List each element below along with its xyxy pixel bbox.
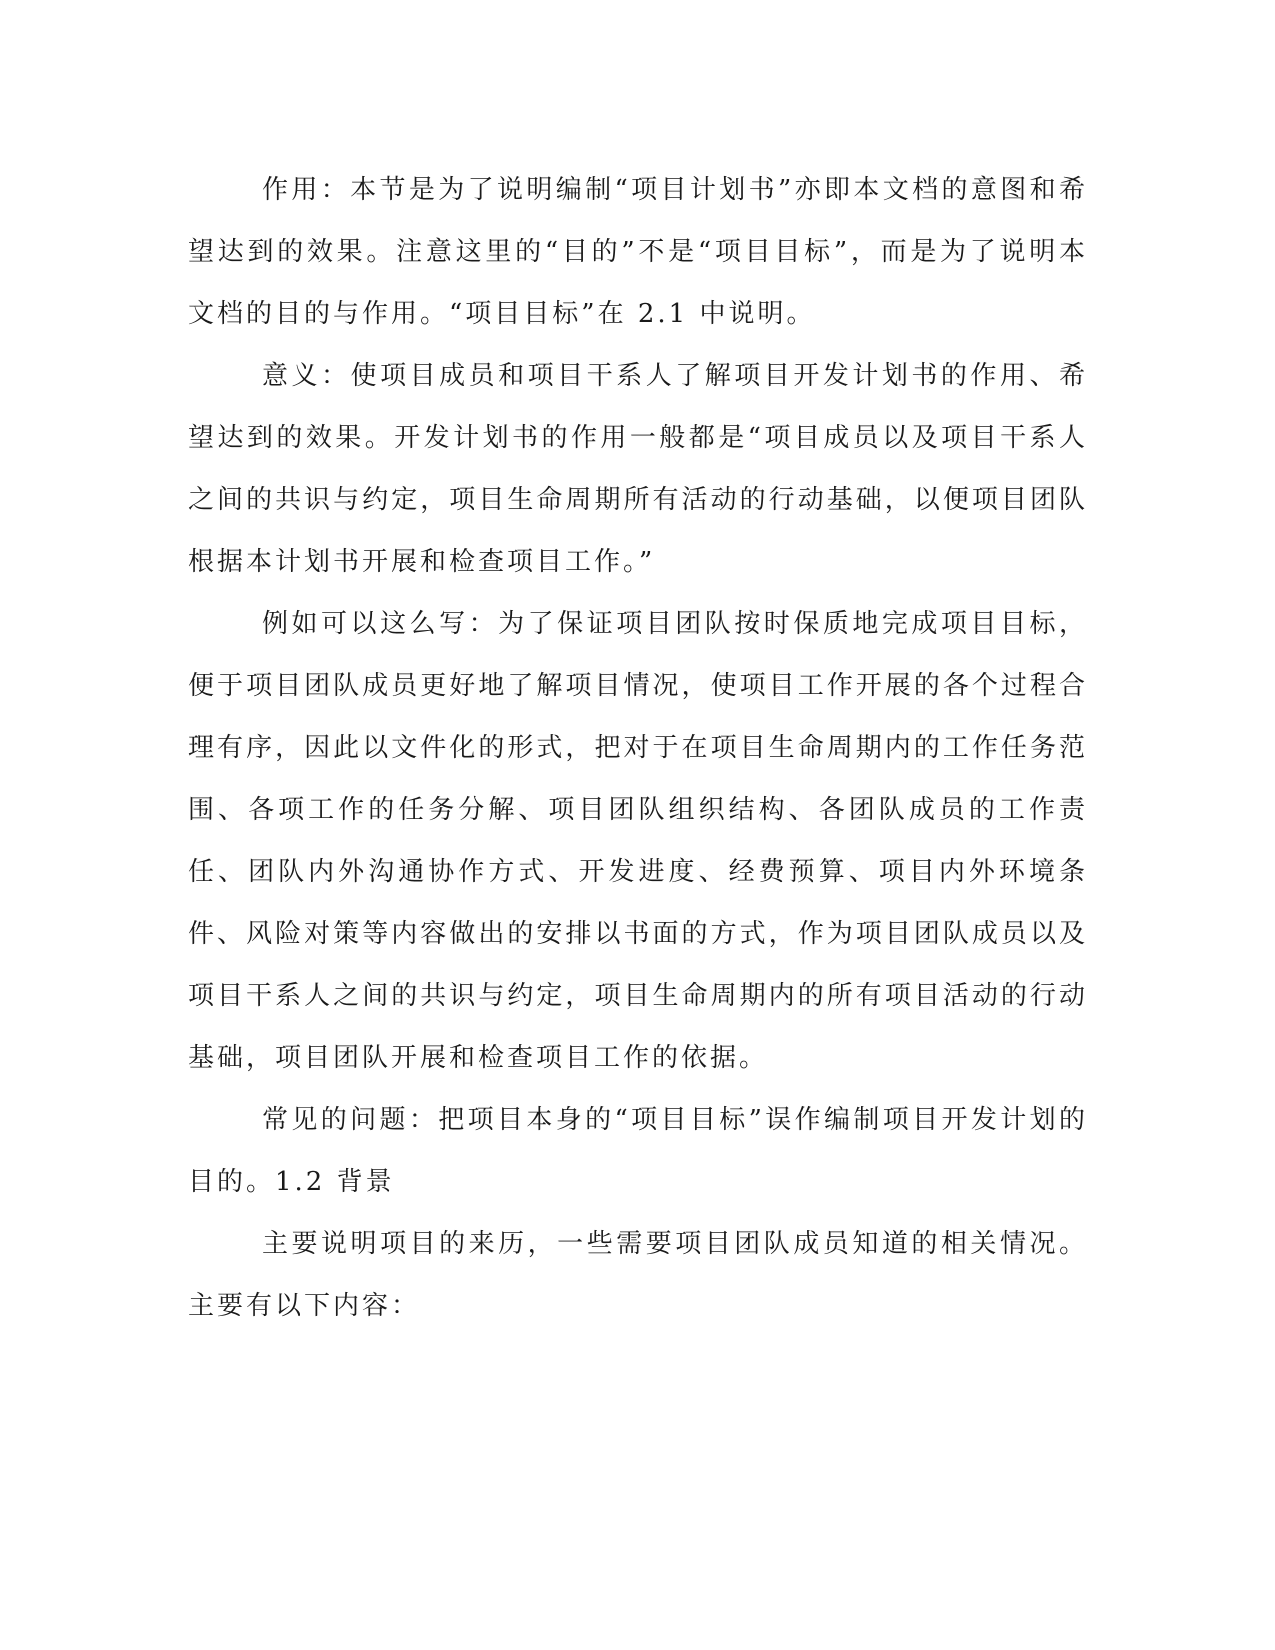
paragraph-purpose: 作用：本节是为了说明编制“项目计划书”亦即本文档的意图和希望达到的效果。注意这里的“目的”不是“项目目标”，而是为了说明本文档的目的与作用。“项目目标”在 2.1 中说明。 [188, 175, 1088, 329]
document-body [188, 159, 1088, 1337]
paragraph-common-problem: 常见的问题：把项目本身的“项目目标”误作编制项目开发计划的目的。1.2 背景 [188, 1105, 1088, 1197]
paragraph-example: 例如可以这么写：为了保证项目团队按时保质地完成项目目标，便于项目团队成员更好地了解项目情况，使项目工作开展的各个过程合理有序，因此以文件化的形式，把对于在项目生命周期内的工作任务范围、各项工作的任务分解、项目团队组织结构、各团队成员的工作责任、团队内外沟通协作方式、开发进度、经费预算、项目内外环境条件、风险对策等内容做出的安排以书面的方式，作为项目团队成员以及项目干系人之间的共识与约定，项目生命周期内的所有项目活动的行动基础，项目团队开展和检查项目工作的依据。 [188, 609, 1088, 1073]
paragraph-background: 主要说明项目的来历，一些需要项目团队成员知道的相关情况。主要有以下内容： [188, 1229, 1088, 1321]
paragraph-significance: 意义：使项目成员和项目干系人了解项目开发计划书的作用、希望达到的效果。开发计划书的作用一般都是“项目成员以及项目干系人之间的共识与约定，项目生命周期所有活动的行动基础，以便项目团队根据本计划书开展和检查项目工作。” [188, 361, 1088, 577]
